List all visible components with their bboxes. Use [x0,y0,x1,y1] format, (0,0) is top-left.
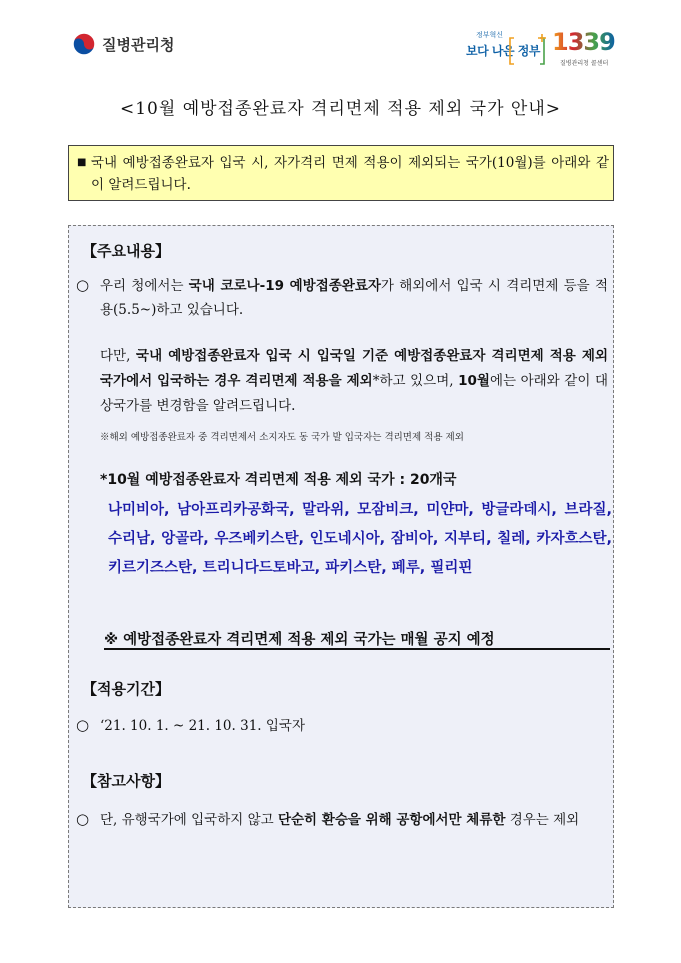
reference-text-c: 경우는 제외 [505,812,580,828]
square-bullet-icon: ■ [77,157,87,168]
exception-month: 10월 [458,373,490,389]
circle-bullet-icon: ○ [76,810,90,828]
reference-text-bold: 단순히 환승을 위해 공항에서만 체류한 [277,812,506,828]
intro-text-c: 가 해외에서 입국 시 격리면제 등을 적용(5.5~)하고 있습니다. [100,278,608,318]
header [0,0,681,80]
hotline-caption: 질병관리청 콜센터 [560,60,609,67]
hotline-1339-logo [552,24,622,70]
paragraph-reference [100,808,608,832]
gov-logo-main-text: 보다 나은 정부 [466,44,540,58]
page-title: <10월 예방접종완료자 격리면제 적용 제외 국가 안내> [120,99,561,119]
exception-text-a: 다만, [100,348,137,364]
org-logo [72,32,174,56]
application-period: ‘21. 10. 1. ~ 21. 10. 31. 입국자 [100,718,305,734]
paragraph-intro [100,274,608,322]
summary-notice-box [68,145,614,201]
footnote: ※해외 예방접종완료자 중 격리면제서 소지자도 동 국가 발 입국자는 격리면제 적용 제외 [100,432,464,443]
section-title-main: 【주요내용】 [82,242,170,260]
monthly-notice: ※ 예방접종완료자 격리면제 적용 제외 국가는 매월 공지 예정 [104,632,495,648]
summary-notice-text: 국내 예방접종완료자 입국 시, 자가격리 면제 적용이 제외되는 국가(10월)를 아래와 같이 알려드립니다. [91,155,609,193]
intro-text-a: 우리 청에서는 [100,278,189,294]
monthly-notice-underline [104,648,610,651]
hotline-number: 1339 [552,28,615,56]
bracket-plus-icon [466,34,548,68]
taegeuk-emblem-icon [72,32,96,56]
government-innovation-logo [466,24,548,70]
exception-text-c: *하고 있으며, [372,373,459,389]
intro-text-bold: 국내 코로나-19 예방접종완료자 [188,278,381,294]
gov-logo-small-text: 정부혁신 [476,31,504,39]
org-name: 질병관리청 [102,35,175,54]
section-title-period: 【적용기간】 [82,680,170,698]
excluded-countries-list: 나미비아, 남아프리카공화국, 말라위, 모잠비크, 미얀마, 방글라데시, 브라질, 수리남, 앙골라, 우즈베키스탄, 인도네시아, 잠비아, 지부티, 칠레, 카자흐스탄, 키르기즈스탄, 트리니다드토바고, 파키스탄, 페루, 필리핀 [108,502,612,576]
excluded-countries-title: *10월 예방접종완료자 격리면제 적용 제외 국가 : 20개국 [100,472,457,488]
reference-text-a: 단, 유행국가에 입국하지 않고 [100,812,278,828]
paragraph-exception [100,344,608,419]
exception-text-e: 에는 아래와 같이 대상국가를 변경함을 알려드립니다. [100,373,608,414]
circle-bullet-icon: ○ [76,276,90,294]
circle-bullet-icon: ○ [76,716,90,734]
section-title-reference: 【참고사항】 [82,772,170,790]
exception-text-bold: 국내 예방접종완료자 입국 시 입국일 기준 예방접종완료자 격리면제 적용 제외 국가에서 입국하는 경우 격리면제 적용을 제외 [100,348,608,389]
